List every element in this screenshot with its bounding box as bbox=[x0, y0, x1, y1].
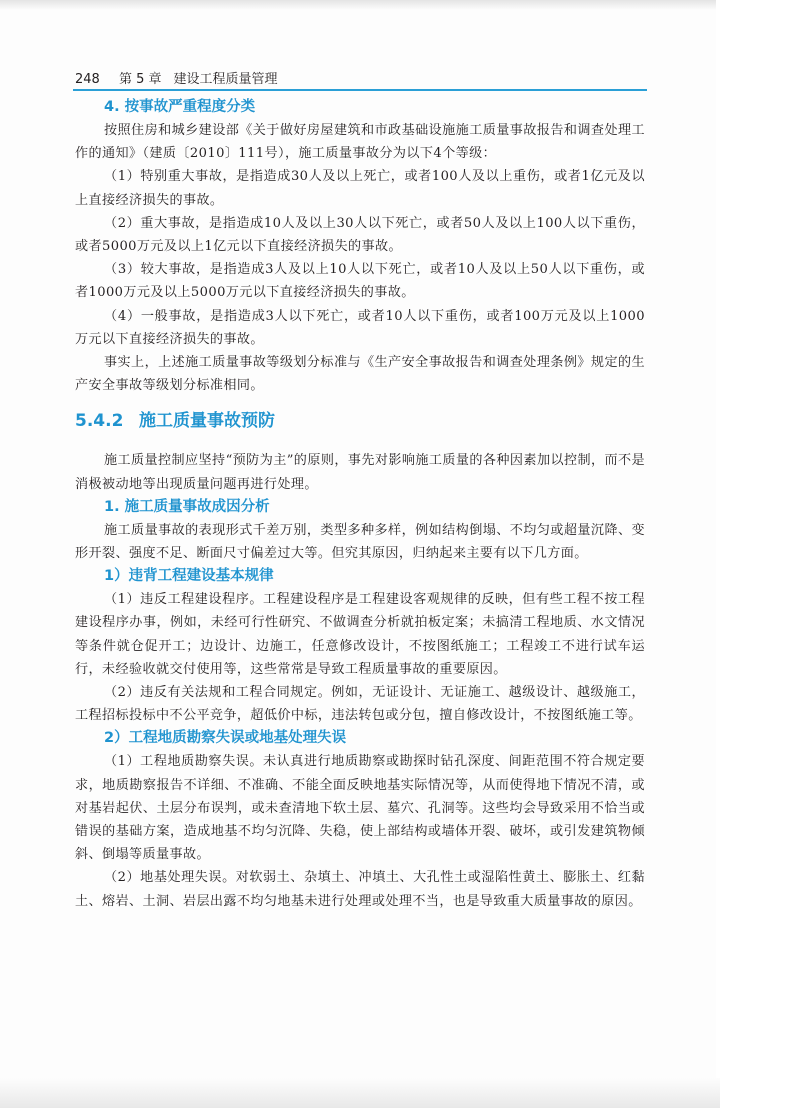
chapter-title: 建设工程质量管理 bbox=[173, 72, 278, 87]
paragraph: 按照住房和城乡建设部《关于做好房屋建筑和市政基础设施施工质量事故报告和调查处理工作的通知》（建质〔2010〕111号），施工质量事故分为以下4个等级： bbox=[75, 123, 645, 162]
header-rule bbox=[73, 89, 647, 91]
section-heading: 4. 按事故严重程度分类 bbox=[104, 99, 256, 115]
section-heading: 1. 施工质量事故成因分析 bbox=[104, 498, 270, 515]
page-top-shadow bbox=[0, 0, 720, 10]
paragraph: 施工质量事故的表现形式千差万别，类型多种多样，例如结构倒塌、不均匀或超量沉降、变形开裂、强度不足、断面尺寸偏差过大等。但究其原因，归纳起来主要有以下几方面。 bbox=[75, 522, 645, 562]
page-right-margin bbox=[716, 0, 800, 1108]
page-body bbox=[75, 96, 645, 913]
running-header bbox=[75, 68, 645, 87]
paragraph: （2）重大事故，是指造成10人及以上30人以下死亡，或者50人及以上100人以下重伤，或者5000万元及以上1亿元以下直接经济损失的事故。 bbox=[75, 215, 645, 255]
chapter-number: 第 5 章 bbox=[119, 72, 162, 87]
page-bottom-shadow bbox=[0, 1078, 720, 1108]
page-number: 248 bbox=[75, 72, 100, 87]
subsection-title: 施工质量事故预防 bbox=[139, 411, 275, 432]
paragraph: （1）违反工程建设程序。工程建设程序是工程建设客观规律的反映，但有些工程不按工程建设程序办事，例如，未经可行性研究、不做调查分析就拍板定案；未搞清工程地质、水文情况等条件就仓促开工；边设计、边施工，任意修改设计，不按图纸施工；工程竣工不进行试车运行，未经验收就交付使用等，这些常常是导致工程质量事故的重要原因。 bbox=[75, 592, 645, 677]
paragraph: 施工质量控制应坚持“预防为主”的原则，事先对影响施工质量的各种因素加以控制，而不是消极被动地等出现质量问题再进行处理。 bbox=[75, 453, 645, 492]
paragraph: （4）一般事故，是指造成3人以下死亡，或者10人以下重伤，或者100万元及以上1000万元以下直接经济损失的事故。 bbox=[75, 308, 645, 347]
paragraph: （1）工程地质勘察失误。未认真进行地质勘察或勘探时钻孔深度、间距范围不符合规定要求，地质勘察报告不详细、不准确、不能全面反映地基实际情况等，从而使得地下情况不清，或对基岩起伏、土层分布误判，或未查清地下软土层、墓穴、孔洞等。这些均会导致采用不恰当或错误的基础方案，造成地基不均匀沉降、失稳，使上部结构或墙体开裂、破坏，或引发建筑物倾斜、倒塌等质量事故。 bbox=[75, 754, 645, 863]
section-heading: 1）违背工程建设基本规律 bbox=[104, 568, 274, 585]
subsection-number: 5.4.2 bbox=[75, 411, 124, 432]
paragraph: 事实上，上述施工质量事故等级划分标准与《生产安全事故报告和调查处理条例》规定的生产安全事故等级划分标准相同。 bbox=[75, 355, 645, 394]
section-heading: 2）工程地质勘察失误或地基处理失误 bbox=[104, 730, 347, 747]
paragraph: （2）地基处理失误。对软弱土、杂填土、冲填土、大孔性土或湿陷性黄土、膨胀土、红黏土、熔岩、土洞、岩层出露不均匀地基未进行处理或处理不当，也是导致重大质量事故的原因。 bbox=[75, 870, 645, 909]
paragraph: （3）较大事故，是指造成3人及以上10人以下死亡，或者10人及以上50人以下重伤，或者1000万元及以上5000万元以下直接经济损失的事故。 bbox=[75, 262, 645, 301]
paragraph: （2）违反有关法规和工程合同规定。例如，无证设计、无证施工、越级设计、越级施工，工程招标投标中不公平竞争，超低价中标，违法转包或分包，擅自修改设计，不按图纸施工等。 bbox=[75, 685, 645, 724]
paragraph: （1）特别重大事故，是指造成30人及以上死亡，或者100人及以上重伤，或者1亿元及以上直接经济损失的事故。 bbox=[75, 169, 645, 208]
subsection-heading bbox=[75, 408, 645, 434]
